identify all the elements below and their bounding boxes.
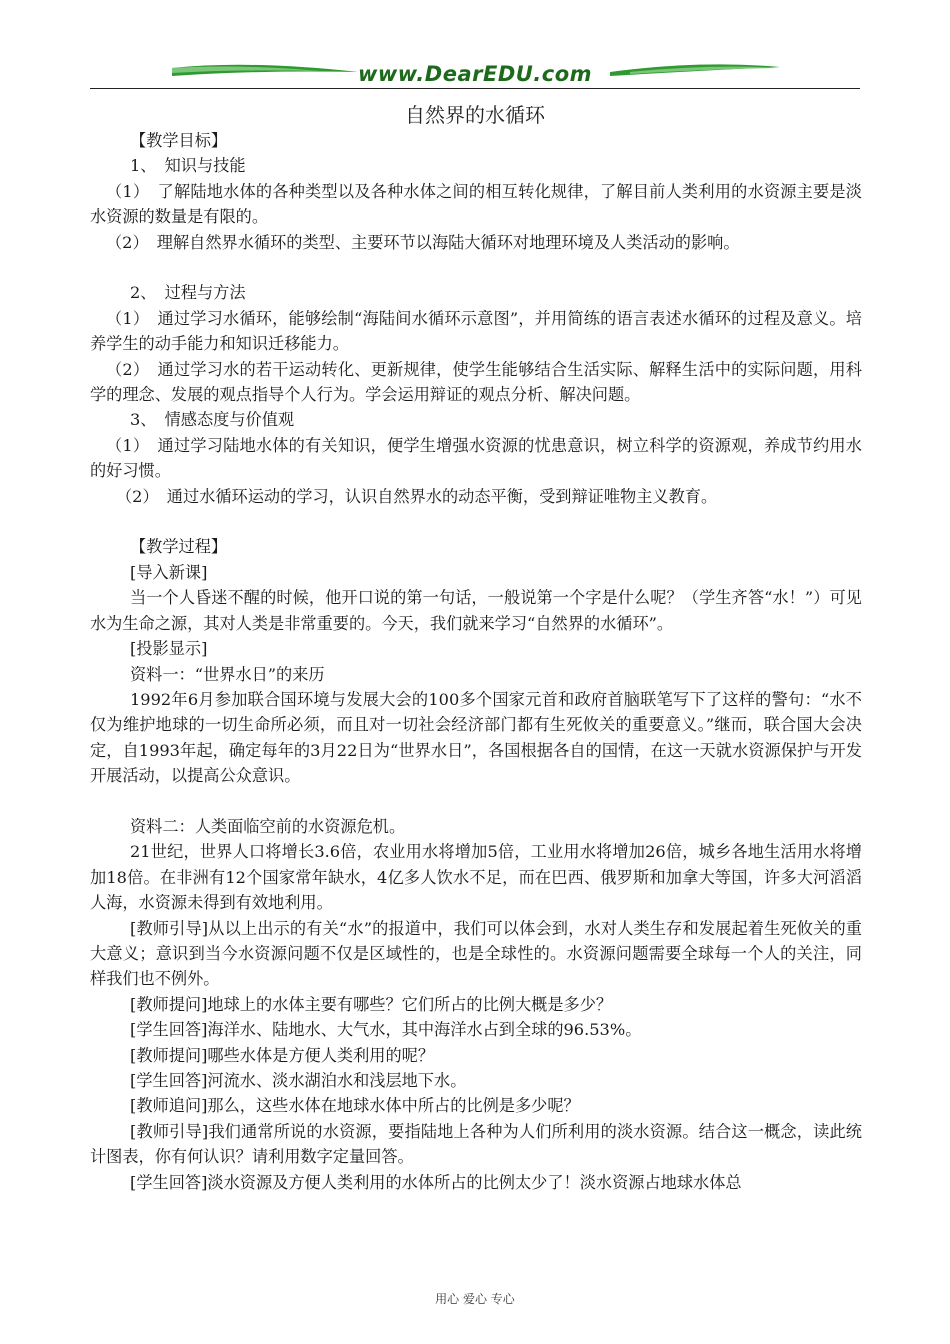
site-header-logo	[90, 58, 860, 90]
material-1-text: 1992年6月参加联合国环境与发展大会的100多个国家元首和政府首脑联笔写下了这样的警句：“水不仅为维护地球的一切生命所必须，而且对一切社会经济部门都有生死攸关的重要意义。”继而，联合国大会决定，自1993年起，确定每年的3月22日为“世界水日”，各国根据各自的国情，在这一天就水资源保护与开发开展活动，以提高公众意识。	[90, 689, 862, 786]
section-3-point-2: （2） 通过水循环运动的学习，认识自然界水的动态平衡，受到辩证唯物主义教育。	[116, 486, 718, 506]
section-3-point-1: （1） 通过学习陆地水体的有关知识，便学生增强水资源的忧患意识，树立科学的资源观，养成节约用水的好习惯。	[90, 435, 862, 481]
dialogue-teacher-question-1: [教师提问]地球上的水体主要有哪些？它们所占的比例大概是多少？	[130, 994, 613, 1014]
material-2-title: 资料二：人类面临空前的水资源危机。	[130, 816, 406, 836]
dialogue-teacher-question-2: [教师提问]哪些水体是方便人类利用的呢？	[130, 1045, 435, 1065]
site-logo-text: www.DearEDU.com	[357, 62, 593, 86]
spacer	[90, 789, 862, 814]
dialogue-student-answer-2: [学生回答]河流水、淡水湖泊水和浅层地下水。	[130, 1070, 467, 1090]
intro-label: [导入新课]	[130, 562, 208, 582]
goal-heading: 【教学目标】	[130, 131, 228, 150]
dialogue-teacher-guide-2: [教师引导]我们通常所说的水资源，要指陆地上各种为人们所利用的淡水资源。结合这一概念，读此统计图表，你有何认识？请利用数字定量回答。	[90, 1121, 862, 1167]
material-1-title: 资料一：“世界水日”的来历	[130, 664, 325, 684]
dialogue-student-answer-1: [学生回答]海洋水、陆地水、大气水，其中海洋水占到全球的96.53%。	[130, 1020, 642, 1040]
section-2-point-2: （2） 通过学习水的若干运动转化、更新规律，使学生能够结合生活实际、解释生活中的实际问题，用科学的理念、发展的观点指导个人行为。学会运用辩证的观点分析、解决问题。	[90, 359, 862, 405]
dialogue-teacher-followup: [教师追问]那么，这些水体在地球水体中所占的比例是多少呢？	[130, 1096, 580, 1116]
section-2-point-1: （1） 通过学习水循环，能够绘制“海陆间水循环示意图”，并用简练的语言表述水循环的过程及意义。培养学生的动手能力和知识迁移能力。	[90, 308, 862, 354]
spacer	[90, 255, 862, 280]
header-rule	[90, 88, 860, 89]
intro-text: 当一个人昏迷不醒的时候，他开口说的第一句话，一般说第一个字是什么呢？（学生齐答“水！”）可见水为生命之源，其对人类是非常重要的。今天，我们就来学习“自然界的水循环”。	[90, 588, 862, 633]
process-heading: 【教学过程】	[130, 537, 228, 557]
dialogue-student-answer-3: [学生回答]淡水资源及方便人类利用的水体所占的比例太少了！淡水资源占地球水体总	[130, 1172, 742, 1192]
section-1-title: 1、 知识与技能	[130, 156, 246, 176]
section-3-title: 3、 情感态度与价值观	[130, 410, 295, 430]
page-footer: 用心 爱心 专心	[435, 1292, 515, 1306]
document-body	[90, 128, 862, 1195]
page-title: 自然界的水循环	[405, 103, 545, 127]
projection-label: [投影显示]	[130, 639, 208, 659]
section-1-point-2: （2） 理解自然界水循环的类型、主要环节以海陆大循环对地理环境及人类活动的影响。	[106, 232, 740, 252]
section-2-title: 2、 过程与方法	[130, 283, 246, 303]
dialogue-teacher-guide-1: [教师引导]从以上出示的有关“水”的报道中，我们可以体会到，水对人类生存和发展起着生死攸关的重大意义；意识到当今水资源问题不仅是区域性的，也是全球性的。水资源问题需要全球每一个人的关注，同样我们也不例外。	[90, 918, 862, 989]
material-2-text: 21世纪，世界人口将增长3.6倍，农业用水将增加5倍，工业用水将增加26倍，城乡各地生活用水将增加18倍。在非洲有12个国家常年缺水，4亿多人饮水不足，而在巴西、俄罗斯和加拿大等国，许多大河滔滔人海，水资源未得到有效地利用。	[90, 842, 862, 913]
section-1-point-1: （1） 了解陆地水体的各种类型以及各种水体之间的相互转化规律，了解目前人类利用的水资源主要是淡水资源的数量是有限的。	[90, 181, 862, 227]
spacer	[90, 509, 862, 534]
